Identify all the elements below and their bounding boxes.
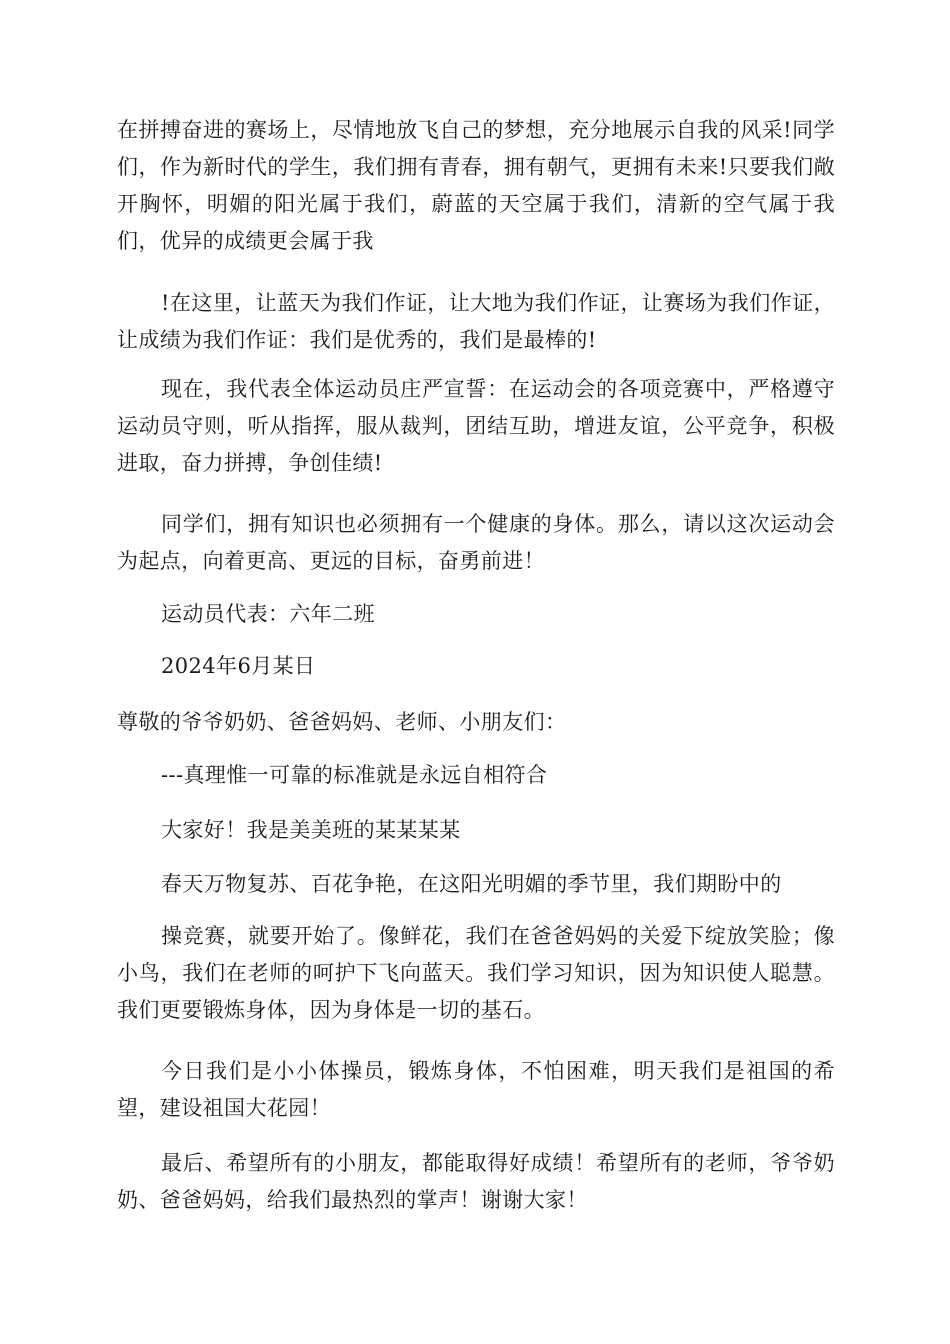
paragraph-health: 同学们，拥有知识也必须拥有一个健康的身体。那么，请以这次运动会为起点，向着更高、更远的目标，奋勇前进！ — [117, 512, 835, 573]
paragraph-witness: !在这里，让蓝天为我们作证，让大地为我们作证，让赛场为我们作证，让成绩为我们作证：我们是优秀的，我们是最棒的! — [117, 291, 835, 352]
paragraph-spring: 春天万物复苏、百花争艳，在这阳光明媚的季节里，我们期盼中的 — [161, 872, 782, 896]
paragraph-closing: 最后、希望所有的小朋友，都能取得好成绩！希望所有的老师，爷爷奶奶、爸爸妈妈，给我们最热烈的掌声！谢谢大家！ — [117, 1151, 835, 1212]
salutation: 尊敬的爷爷奶奶、爸爸妈妈、老师、小朋友们： — [117, 710, 567, 734]
greeting-line: 大家好！我是美美班的某某某某 — [161, 818, 461, 842]
signature-date: 2024年6月某日 — [161, 654, 316, 678]
quote-line: ---真理惟一可靠的标准就是永远自相符合 — [161, 763, 548, 787]
paragraph-dream-and-future: 在拼搏奋进的赛场上，尽情地放飞自己的梦想，充分地展示自我的风采!同学们，作为新时代的学生，我们拥有青春，拥有朝气，更拥有未来!只要我们敞开胸怀，明媚的阳光属于我们，蔚蓝的天空属于我们，清新的空气属于我们，优异的成绩更会属于我 — [117, 118, 835, 253]
paragraph-gymnasts: 今日我们是小小体操员，锻炼身体，不怕困难，明天我们是祖国的希望，建设祖国大花园！ — [117, 1059, 835, 1120]
signature-representative: 运动员代表：六年二班 — [161, 602, 375, 626]
paragraph-oath: 现在，我代表全体运动员庄严宣誓：在运动会的各项竞赛中，严格遵守运动员守则，听从指挥，服从裁判，团结互助，增进友谊，公平竞争，积极进取，奋力拼搏，争创佳绩! — [117, 377, 835, 475]
paragraph-competition: 操竞赛，就要开始了。像鲜花，我们在爸爸妈妈的关爱下绽放笑脸；像小鸟，我们在老师的呵护下飞向蓝天。我们学习知识，因为知识使人聪慧。我们更要锻炼身体，因为身体是一切的基石。 — [117, 924, 835, 1022]
